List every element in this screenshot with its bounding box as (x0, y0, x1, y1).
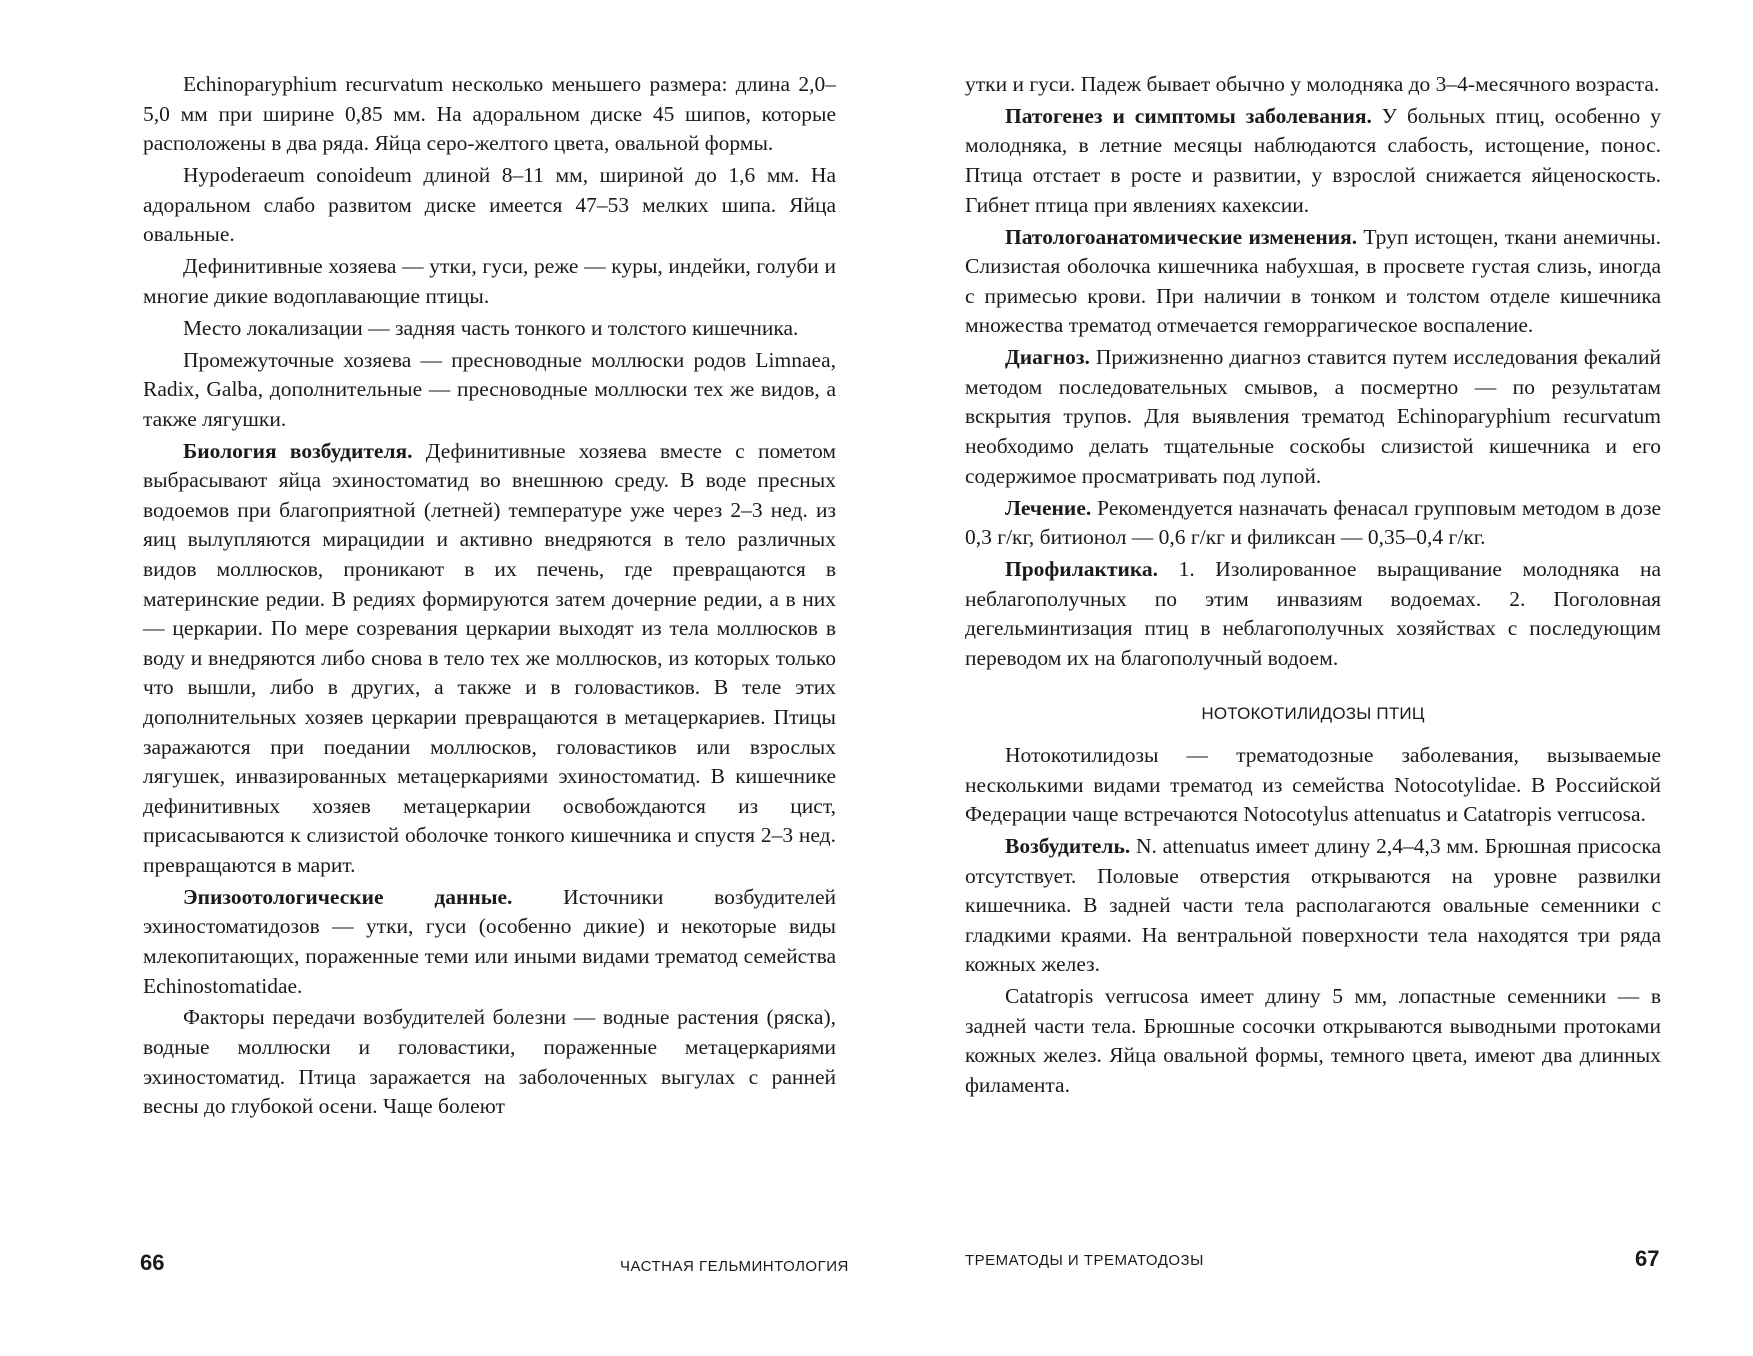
paragraph-lead: Эпизоотологические данные. (183, 884, 513, 909)
paragraph-text: Факторы передачи возбудителей болезни — водные растения (ряска), водные моллюски и головастики, пораженные метацеркариями эхиностоматид. Птица заражается на заболоченных выгулах с ранней весны до глубокой осени. Чаще болеют (143, 1005, 836, 1119)
paragraph (965, 223, 1661, 341)
right-page-body (965, 70, 1661, 1103)
paragraph (965, 102, 1661, 220)
paragraph-text: Прижизненно диагноз ставится путем исследования фекалий методом последовательных смывов, а посмертно — по результатам вскрытия трупов. Для выявления трематод Echinoparyphium recurvatum необходимо делать тщательные соскобы слизистой кишечника и его содержимое просматривать под лупой. (965, 345, 1661, 488)
right-page-paragraphs-before (965, 70, 1661, 673)
paragraph (143, 437, 836, 881)
paragraph-text: Echinoparyphium recurvatum несколько меньшего размера: длина 2,0–5,0 мм при ширине 0,85 мм. На адоральном диске 45 шипов, которые расположены в два ряда. Яйца серо-желтого цвета, овальной формы. (143, 72, 836, 156)
paragraph-text: утки и гуси. Падеж бывает обычно у молодняка до 3–4-месячного возраста. (965, 72, 1660, 96)
paragraph-text: У больных птиц, особенно у молодняка, в летние месяцы наблюдаются слабость, истощение, понос. Птица отстает в росте и развитии, у взрослой снижается яйценоскость. Гибнет птица при явлениях кахексии. (965, 103, 1661, 217)
running-title-left: ЧАСТНАЯ ГЕЛЬМИНТОЛОГИЯ (620, 1258, 849, 1275)
paragraph (143, 346, 836, 435)
paragraph (965, 494, 1661, 553)
paragraph (965, 832, 1661, 980)
paragraph-lead: Патологоанатомические изменения. (1005, 224, 1358, 249)
paragraph-text: Нотокотилидозы — трематодозные заболевания, вызываемые несколькими видами трематод из семейства Notocotylidae. В Российской Федерации чаще встречаются Notocotylus attenuatus и Catatropis verrucosa. (965, 742, 1661, 827)
paragraph (143, 161, 836, 250)
paragraph-text: Труп истощен, ткани анемичны. Слизистая оболочка кишечника набухшая, в просвете густая слизь, иногда с примесью крови. При наличии в тонком и толстом отделе кишечника множества трематод отмечается геморрагическое воспаление. (965, 224, 1661, 338)
paragraph (965, 741, 1661, 830)
paragraph (965, 343, 1661, 491)
paragraph (965, 982, 1661, 1100)
page-number-right: 67 (1635, 1246, 1660, 1271)
paragraph (143, 314, 836, 344)
paragraph (143, 252, 836, 311)
page-number-left: 66 (140, 1250, 165, 1275)
paragraph (965, 70, 1661, 100)
paragraph (965, 555, 1661, 673)
paragraph-lead: Патогенез и симптомы заболевания. (1005, 103, 1372, 128)
paragraph-text: 1. Изолированное выращивание молодняка на неблагополучных по этим инвазиям водоемах. 2. Поголовная дегельминтизация птиц в неблагополучных хозяйствах с последующим переводом их на благополучный водоем. (965, 556, 1661, 670)
paragraph-text: Промежуточные хозяева — пресноводные моллюски родов Limnaea, Radix, Galba, дополнительные — пресноводные моллюски тех же видов, а также лягушки. (143, 347, 836, 431)
running-title-right: ТРЕМАТОДЫ И ТРЕМАТОДОЗЫ (965, 1252, 1204, 1269)
right-page-paragraphs-after (965, 741, 1661, 1101)
paragraph-text: Дефинитивные хозяева — утки, гуси, реже — куры, индейки, голуби и многие дикие водоплавающие птицы. (143, 254, 836, 308)
paragraph (143, 1003, 836, 1121)
paragraph-lead: Профилактика. (1005, 556, 1159, 581)
paragraph-text: Дефинитивные хозяева вместе с пометом выбрасывают яйца эхиностоматид во внешнюю среду. В воде пресных водоемов при благоприятной (летней) температуре уже через 2–3 нед. из яиц вылупляются мирацидии и активно внедряются в тело различных видов моллюсков, проникают в их печень, где превращаются в материнские редии. В редиях формируются затем дочерние редии, а в них — церкарии. По мере созревания церкарии выходят из тела моллюсков в воду и внедряются либо снова в тело тех же моллюсков, из которых только что вышли, либо в других, а также и в головастиков. В теле этих дополнительных хозяев церкарии превращаются в метацеркариев. Птицы заражаются при поедании моллюсков, головастиков или взрослых лягушек, инвазированных метацеркариями эхиностоматид. В кишечнике дефинитивных хозяев метацеркарии освобождаются из цист, присасываются к слизистой оболочке тонкого кишечника и спустя 2–3 нед. превращаются в марит. (143, 438, 837, 877)
paragraph-text: Catatropis verrucosa имеет длину 5 мм, лопастные семенники — в задней части тела. Брюшные сосочки открываются выводными протоками кожных желез. Яйца овальной формы, темного цвета, имеют два длинных филамента. (965, 984, 1661, 1098)
paragraph (143, 883, 836, 1001)
paragraph-lead: Биология возбудителя. (183, 438, 413, 463)
left-page-body (143, 70, 836, 1124)
paragraph-text: Hypoderaeum conoideum длиной 8–11 мм, шириной до 1,6 мм. На адоральном слабо развитом диске имеется 47–53 мелких шипа. Яйца овальные. (143, 163, 836, 247)
paragraph-lead: Диагноз. (1005, 345, 1090, 370)
paragraph-text: N. attenuatus имеет длину 2,4–4,3 мм. Брюшная присоска отсутствует. Половые отверстия открываются на уровне развилки кишечника. В задней части тела располагаются овальные семенники с гладкими краями. На вентральной поверхности тела находятся три ряда кожных желез. (965, 834, 1661, 977)
section-heading: НОТОКОТИЛИДОЗЫ ПТИЦ (1201, 704, 1425, 724)
paragraph (143, 70, 836, 159)
paragraph-text: Источники возбудителей эхиностоматидозов — утки, гуси (особенно дикие) и некоторые виды млекопитающих, пораженные теми или иными видами трематод семейства Echinostomatidae. (143, 884, 836, 998)
paragraph-text: Место локализации — задняя часть тонкого и толстого кишечника. (183, 315, 799, 340)
paragraph-lead: Возбудитель. (1005, 834, 1131, 859)
paragraph-lead: Лечение. (1005, 495, 1092, 520)
paragraph-text: Рекомендуется назначать фенасал групповым методом в дозе 0,3 г/кг, битионол — 0,6 г/кг и филиксан — 0,35–0,4 г/кг. (965, 495, 1661, 550)
